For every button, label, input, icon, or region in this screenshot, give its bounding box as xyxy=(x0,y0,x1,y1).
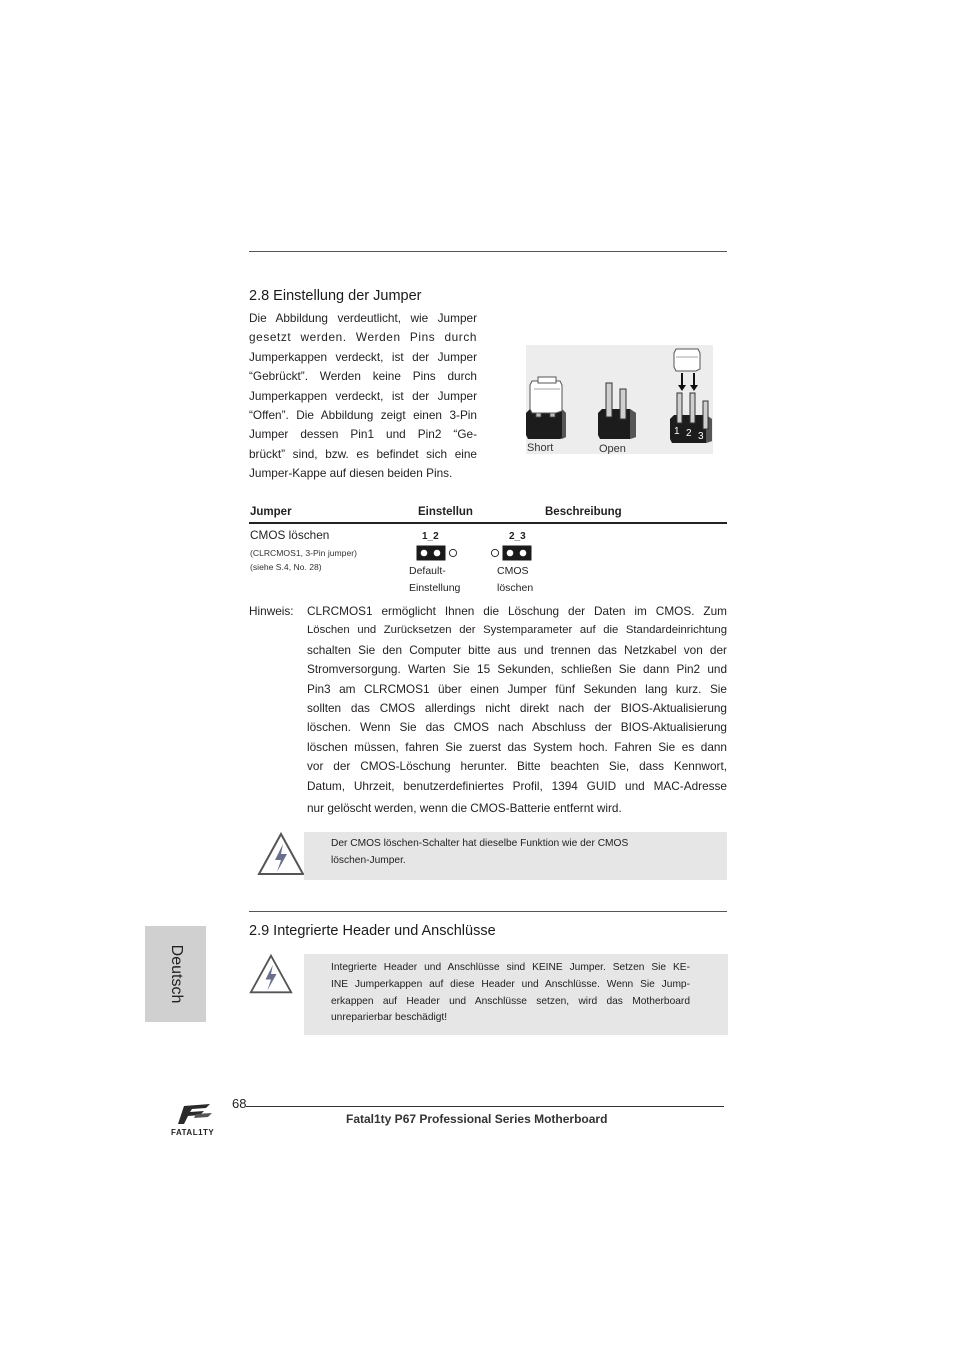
table-header-setting: Einstellun xyxy=(418,506,473,518)
pin-number-3: 3 xyxy=(698,431,704,442)
section-divider xyxy=(249,911,727,912)
paragraph-line: Jumperkappen verdeckt, ist der Jumper xyxy=(249,349,477,364)
note-line: löschen-Jumper. xyxy=(331,854,406,866)
section-title-jumper: 2.8 Einstellung der Jumper xyxy=(249,288,422,304)
pin-number-1: 1 xyxy=(674,426,680,437)
page-number: 68 xyxy=(232,1096,247,1111)
short-label: Short xyxy=(527,442,554,454)
setting1-pin-diagram xyxy=(416,545,460,561)
note-box-cmos xyxy=(304,832,727,880)
jumper-paragraph xyxy=(249,309,477,484)
note-line: INE Jumperkappen auf diese Header und Anschlüsse. Wenn Sie Jump- xyxy=(331,978,690,990)
hinweis-line: schalten Sie den Computer bitte aus und trennen das Netzkabel von der xyxy=(307,642,727,657)
setting1-label1: Default- xyxy=(409,565,446,577)
note-line: Der CMOS löschen-Schalter hat dieselbe Funktion wie der CMOS xyxy=(331,838,629,849)
paragraph-line: Jumperkappen verdeckt, ist der Jumper xyxy=(249,388,477,403)
hinweis-line: nur gelöscht werden, wenn die CMOS-Batterie entfernt wird. xyxy=(307,801,622,816)
hinweis-line: vor der CMOS-Löschung herunter. Bitte beachten Sie, dass Kennwort, xyxy=(307,759,727,774)
hinweis-line: löschen müssen, fahren Sie zuerst das System hoch. Fahren Sie es dann xyxy=(307,739,727,754)
setting2-pin-diagram xyxy=(488,545,532,561)
paragraph-line: “Gebrückt”. Werden keine Pins durch xyxy=(249,369,477,384)
side-tab-label: Deutsch xyxy=(167,944,185,1004)
setting1-label2: Einstellung xyxy=(409,582,461,594)
jumper-figure xyxy=(526,345,713,454)
note-line: unreparierbar beschädigt! xyxy=(331,1012,448,1024)
row-name: CMOS löschen xyxy=(250,528,330,542)
jumper-illustration xyxy=(526,345,713,454)
footer-title: Fatal1ty P67 Professional Series Motherboard xyxy=(346,1112,608,1126)
note-line: erkappen auf Header und Anschlüsse setzen, wird das Motherboard xyxy=(331,995,690,1007)
open-jumper-graphic xyxy=(598,383,636,439)
hinweis-label: Hinweis: xyxy=(249,604,294,618)
paragraph-line: “Offen”. Die Abbildung zeigt einen 3-Pin xyxy=(249,408,477,423)
hinweis-text xyxy=(307,602,727,818)
hinweis-line: Datum, Uhrzeit, benutzerdefiniertes Profil, 1394 GUID und MAC-Adresse xyxy=(307,778,727,793)
language-side-tab xyxy=(145,926,206,1022)
note-box-headers xyxy=(304,954,728,1035)
top-divider xyxy=(249,251,727,252)
table-header-description: Beschreibung xyxy=(545,506,622,518)
note-line: Integrierte Header und Anschlüsse sind KEINE Jumper. Setzen Sie KE- xyxy=(331,962,690,973)
fatal1ty-logo xyxy=(170,1102,228,1142)
footer-rule xyxy=(246,1106,724,1107)
row-sub1: (CLRCMOS1, 3-Pin jumper) xyxy=(250,548,357,558)
hinweis-line: Stromversorgung. Warten Sie 15 Sekunden, schließen Sie dann Pin2 und xyxy=(307,662,727,677)
warning-icon xyxy=(257,830,305,878)
table-header-jumper: Jumper xyxy=(250,506,292,518)
setting2-label2: löschen xyxy=(497,582,534,594)
open-label: Open xyxy=(599,443,626,454)
hinweis-line: CLRCMOS1 ermöglicht Ihnen die Löschung der Daten im CMOS. Zum xyxy=(307,604,727,618)
paragraph-line: Jumper dessen Pin1 und Pin2 “Ge- xyxy=(249,427,477,442)
paragraph-line: Die Abbildung verdeutlicht, wie Jumper xyxy=(249,311,477,325)
setting2-label1: CMOS xyxy=(497,565,529,577)
paragraph-line: gesetzt werden. Werden Pins durch xyxy=(249,330,477,345)
paragraph-line: brückt” sind, bzw. es befindet sich eine xyxy=(249,446,477,461)
fatal1ty-logo-mark xyxy=(170,1102,228,1126)
section-title-header: 2.9 Integrierte Header und Anschlüsse xyxy=(249,923,496,939)
hinweis-line: Löschen und Zurücksetzen der Systemparameter auf die Standardeinrichtung xyxy=(307,624,727,637)
paragraph-line: Jumper-Kappe auf diesen beiden Pins. xyxy=(249,466,453,481)
row-sub2: (siehe S.4, No. 28) xyxy=(250,562,322,572)
table-header-rule xyxy=(249,522,727,524)
setting1-pins-label: 1_2 xyxy=(422,531,439,542)
short-jumper-graphic xyxy=(526,377,566,439)
pin-number-2: 2 xyxy=(686,428,692,439)
warning-icon xyxy=(249,952,293,996)
hinweis-line: sollten das CMOS allerdings nicht direkt nach der BIOS-Aktualisierung xyxy=(307,701,727,716)
hinweis-line: Pin3 am CLRCMOS1 über einen Jumper fünf Sekunden lang kurz. Sie xyxy=(307,681,727,696)
fatal1ty-logo-text: FATAL1TY xyxy=(171,1128,215,1137)
setting2-pins-label: 2_3 xyxy=(509,531,526,542)
hinweis-line: löschen. Wenn Sie das CMOS nach Abschluss der BIOS-Aktualisierung xyxy=(307,720,727,735)
